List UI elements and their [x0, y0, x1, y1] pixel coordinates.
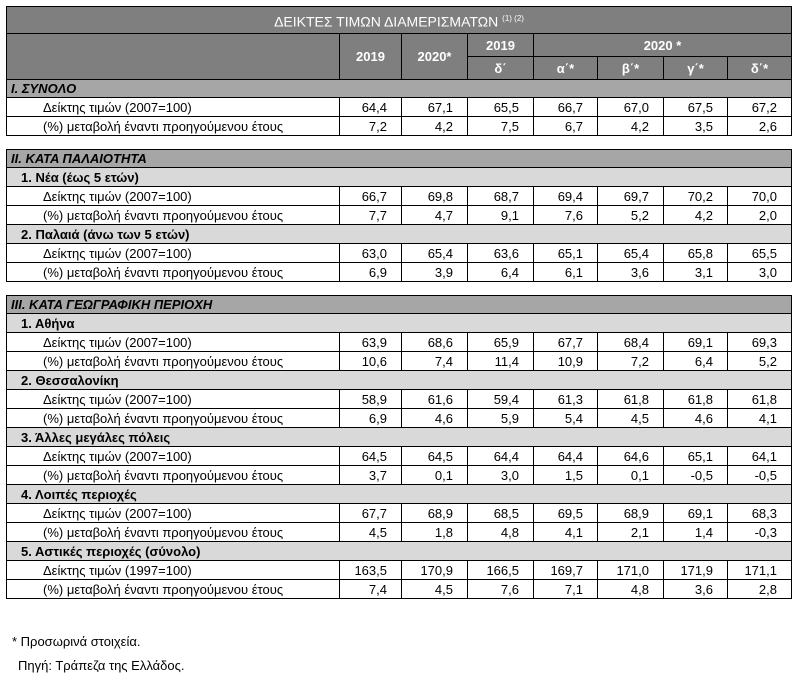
- value-cell: 66,7: [534, 98, 598, 117]
- table-row: [7, 98, 792, 117]
- value-cell: 3,1: [664, 263, 728, 282]
- row-label: (%) μεταβολή έναντι προηγούμενου έτους: [7, 523, 340, 542]
- table-body: [7, 80, 792, 599]
- value-cell: 65,1: [664, 447, 728, 466]
- value-cell: 4,5: [340, 523, 402, 542]
- table-title-text: ΔΕΙΚΤΕΣ ΤΙΜΩΝ ΔΙΑΜΕΡΙΣΜΑΤΩΝ: [274, 13, 499, 30]
- value-cell: -0,5: [664, 466, 728, 485]
- value-cell: 171,9: [664, 561, 728, 580]
- value-cell: 5,2: [728, 352, 792, 371]
- value-cell: 68,5: [468, 504, 534, 523]
- value-cell: 69,3: [728, 333, 792, 352]
- value-cell: 67,5: [664, 98, 728, 117]
- row-label: Δείκτης τιμών (1997=100): [7, 561, 340, 580]
- spacer-cell: [7, 136, 792, 150]
- value-cell: 4,1: [728, 409, 792, 428]
- value-cell: 6,1: [534, 263, 598, 282]
- value-cell: 3,6: [598, 263, 664, 282]
- value-cell: 6,7: [534, 117, 598, 136]
- table-title: [7, 7, 792, 34]
- group-title: 2. Παλαιά (άνω των 5 ετών): [7, 225, 792, 244]
- value-cell: 64,4: [340, 98, 402, 117]
- section-header-row: [7, 296, 792, 314]
- value-cell: 68,4: [598, 333, 664, 352]
- value-cell: 64,5: [402, 447, 468, 466]
- header-quarter: δ΄*: [728, 57, 792, 80]
- group-header-row: [7, 542, 792, 561]
- value-cell: 4,6: [664, 409, 728, 428]
- value-cell: 171,0: [598, 561, 664, 580]
- table-row: [7, 561, 792, 580]
- value-cell: 69,8: [402, 187, 468, 206]
- value-cell: 7,4: [402, 352, 468, 371]
- value-cell: 6,4: [664, 352, 728, 371]
- value-cell: 67,7: [534, 333, 598, 352]
- value-cell: 64,4: [468, 447, 534, 466]
- value-cell: 61,6: [402, 390, 468, 409]
- value-cell: 68,7: [468, 187, 534, 206]
- section-title: III. ΚΑΤΑ ΓΕΩΓΡΑΦΙΚΗ ΠΕΡΙΟΧΗ: [7, 296, 792, 314]
- section-spacer: [7, 282, 792, 296]
- group-header-row: [7, 485, 792, 504]
- footnote-provisional: * Προσωρινά στοιχεία.: [12, 634, 141, 649]
- row-label: (%) μεταβολή έναντι προηγούμενου έτους: [7, 263, 340, 282]
- value-cell: 65,5: [468, 98, 534, 117]
- value-cell: 69,4: [534, 187, 598, 206]
- value-cell: 11,4: [468, 352, 534, 371]
- value-cell: 59,4: [468, 390, 534, 409]
- row-label: Δείκτης τιμών (2007=100): [7, 187, 340, 206]
- value-cell: 1,4: [664, 523, 728, 542]
- value-cell: 3,5: [664, 117, 728, 136]
- notes: [12, 633, 185, 681]
- value-cell: 4,2: [598, 117, 664, 136]
- value-cell: 64,6: [598, 447, 664, 466]
- table-row: [7, 466, 792, 485]
- header-row-1: [7, 34, 792, 57]
- value-cell: 5,2: [598, 206, 664, 225]
- header-quarter: γ΄*: [664, 57, 728, 80]
- table-row: [7, 333, 792, 352]
- value-cell: 3,0: [728, 263, 792, 282]
- value-cell: 169,7: [534, 561, 598, 580]
- section-title: I. ΣΥΝΟΛΟ: [7, 80, 792, 98]
- row-label: Δείκτης τιμών (2007=100): [7, 333, 340, 352]
- table-row: [7, 352, 792, 371]
- value-cell: 64,4: [534, 447, 598, 466]
- header-blank-cell: [7, 34, 340, 80]
- section-spacer: [7, 136, 792, 150]
- header-year-2019: 2019: [340, 34, 402, 80]
- value-cell: 10,9: [534, 352, 598, 371]
- section-title: II. ΚΑΤΑ ΠΑΛΑΙΟΤΗΤΑ: [7, 150, 792, 168]
- value-cell: 63,6: [468, 244, 534, 263]
- header-quarter: β΄*: [598, 57, 664, 80]
- row-label: Δείκτης τιμών (2007=100): [7, 447, 340, 466]
- value-cell: 4,5: [402, 580, 468, 599]
- value-cell: 4,2: [664, 206, 728, 225]
- row-label: (%) μεταβολή έναντι προηγούμενου έτους: [7, 580, 340, 599]
- group-title: 4. Λοιπές περιοχές: [7, 485, 792, 504]
- section-header-row: [7, 80, 792, 98]
- value-cell: 65,4: [402, 244, 468, 263]
- header-year-2020: 2020*: [402, 34, 468, 80]
- table-row: [7, 504, 792, 523]
- value-cell: 2,1: [598, 523, 664, 542]
- value-cell: 4,7: [402, 206, 468, 225]
- value-cell: 4,8: [598, 580, 664, 599]
- value-cell: 64,1: [728, 447, 792, 466]
- value-cell: 65,9: [468, 333, 534, 352]
- table-row: [7, 447, 792, 466]
- value-cell: 70,2: [664, 187, 728, 206]
- value-cell: 7,2: [340, 117, 402, 136]
- value-cell: 4,8: [468, 523, 534, 542]
- value-cell: 1,5: [534, 466, 598, 485]
- group-title: 5. Αστικές περιοχές (σύνολο): [7, 542, 792, 561]
- value-cell: 65,8: [664, 244, 728, 263]
- value-cell: 3,0: [468, 466, 534, 485]
- row-label: Δείκτης τιμών (2007=100): [7, 390, 340, 409]
- value-cell: 61,3: [534, 390, 598, 409]
- row-label: (%) μεταβολή έναντι προηγούμενου έτους: [7, 466, 340, 485]
- group-header-row: [7, 428, 792, 447]
- value-cell: -0,5: [728, 466, 792, 485]
- price-index-table: [6, 6, 792, 599]
- row-label: Δείκτης τιμών (2007=100): [7, 504, 340, 523]
- value-cell: 68,6: [402, 333, 468, 352]
- value-cell: 61,8: [598, 390, 664, 409]
- value-cell: 0,1: [402, 466, 468, 485]
- value-cell: 65,5: [728, 244, 792, 263]
- value-cell: 3,7: [340, 466, 402, 485]
- value-cell: 69,7: [598, 187, 664, 206]
- value-cell: 67,0: [598, 98, 664, 117]
- value-cell: 4,5: [598, 409, 664, 428]
- value-cell: 4,6: [402, 409, 468, 428]
- table-row: [7, 187, 792, 206]
- value-cell: 170,9: [402, 561, 468, 580]
- value-cell: 61,8: [728, 390, 792, 409]
- value-cell: 2,6: [728, 117, 792, 136]
- group-header-row: [7, 371, 792, 390]
- group-title: 1. Αθήνα: [7, 314, 792, 333]
- value-cell: 9,1: [468, 206, 534, 225]
- group-header-row: [7, 168, 792, 187]
- value-cell: 2,8: [728, 580, 792, 599]
- table-row: [7, 390, 792, 409]
- table-row: [7, 206, 792, 225]
- value-cell: 1,8: [402, 523, 468, 542]
- value-cell: 65,4: [598, 244, 664, 263]
- table-title-footnote-marks: (1) (2): [502, 13, 524, 23]
- value-cell: 58,9: [340, 390, 402, 409]
- value-cell: 68,9: [598, 504, 664, 523]
- value-cell: 68,9: [402, 504, 468, 523]
- source-note: Πηγή: Τράπεζα της Ελλάδος.: [18, 658, 185, 673]
- group-title: 2. Θεσσαλονίκη: [7, 371, 792, 390]
- value-cell: 5,4: [534, 409, 598, 428]
- value-cell: 3,6: [664, 580, 728, 599]
- value-cell: 7,4: [340, 580, 402, 599]
- value-cell: 64,5: [340, 447, 402, 466]
- table-row: [7, 409, 792, 428]
- value-cell: 7,5: [468, 117, 534, 136]
- table-row: [7, 580, 792, 599]
- value-cell: 69,1: [664, 333, 728, 352]
- group-header-row: [7, 225, 792, 244]
- table-row: [7, 263, 792, 282]
- value-cell: 68,3: [728, 504, 792, 523]
- row-label: Δείκτης τιμών (2007=100): [7, 98, 340, 117]
- value-cell: 67,2: [728, 98, 792, 117]
- header-quarter: δ΄: [468, 57, 534, 80]
- value-cell: 4,2: [402, 117, 468, 136]
- value-cell: 6,4: [468, 263, 534, 282]
- header-quarterly-2020: 2020 *: [534, 34, 792, 57]
- row-label: (%) μεταβολή έναντι προηγούμενου έτους: [7, 206, 340, 225]
- table-row: [7, 523, 792, 542]
- value-cell: 163,5: [340, 561, 402, 580]
- price-index-sheet: [6, 6, 791, 599]
- value-cell: 7,1: [534, 580, 598, 599]
- value-cell: 7,7: [340, 206, 402, 225]
- spacer-cell: [7, 282, 792, 296]
- value-cell: 61,8: [664, 390, 728, 409]
- header-quarterly-2019: 2019: [468, 34, 534, 57]
- value-cell: 0,1: [598, 466, 664, 485]
- value-cell: 63,0: [340, 244, 402, 263]
- value-cell: 7,6: [534, 206, 598, 225]
- row-label: Δείκτης τιμών (2007=100): [7, 244, 340, 263]
- header-quarter: α΄*: [534, 57, 598, 80]
- table-title-row: [7, 7, 792, 34]
- value-cell: 65,1: [534, 244, 598, 263]
- row-label: (%) μεταβολή έναντι προηγούμενου έτους: [7, 409, 340, 428]
- value-cell: 3,9: [402, 263, 468, 282]
- value-cell: 5,9: [468, 409, 534, 428]
- value-cell: 7,2: [598, 352, 664, 371]
- value-cell: 4,1: [534, 523, 598, 542]
- section-header-row: [7, 150, 792, 168]
- row-label: (%) μεταβολή έναντι προηγούμενου έτους: [7, 117, 340, 136]
- value-cell: 166,5: [468, 561, 534, 580]
- value-cell: 2,0: [728, 206, 792, 225]
- value-cell: 67,1: [402, 98, 468, 117]
- value-cell: 66,7: [340, 187, 402, 206]
- table-row: [7, 244, 792, 263]
- value-cell: 7,6: [468, 580, 534, 599]
- value-cell: -0,3: [728, 523, 792, 542]
- value-cell: 70,0: [728, 187, 792, 206]
- value-cell: 6,9: [340, 409, 402, 428]
- value-cell: 69,5: [534, 504, 598, 523]
- value-cell: 10,6: [340, 352, 402, 371]
- value-cell: 6,9: [340, 263, 402, 282]
- group-header-row: [7, 314, 792, 333]
- group-title: 1. Νέα (έως 5 ετών): [7, 168, 792, 187]
- table-row: [7, 117, 792, 136]
- group-title: 3. Άλλες μεγάλες πόλεις: [7, 428, 792, 447]
- row-label: (%) μεταβολή έναντι προηγούμενου έτους: [7, 352, 340, 371]
- value-cell: 67,7: [340, 504, 402, 523]
- value-cell: 171,1: [728, 561, 792, 580]
- value-cell: 63,9: [340, 333, 402, 352]
- value-cell: 69,1: [664, 504, 728, 523]
